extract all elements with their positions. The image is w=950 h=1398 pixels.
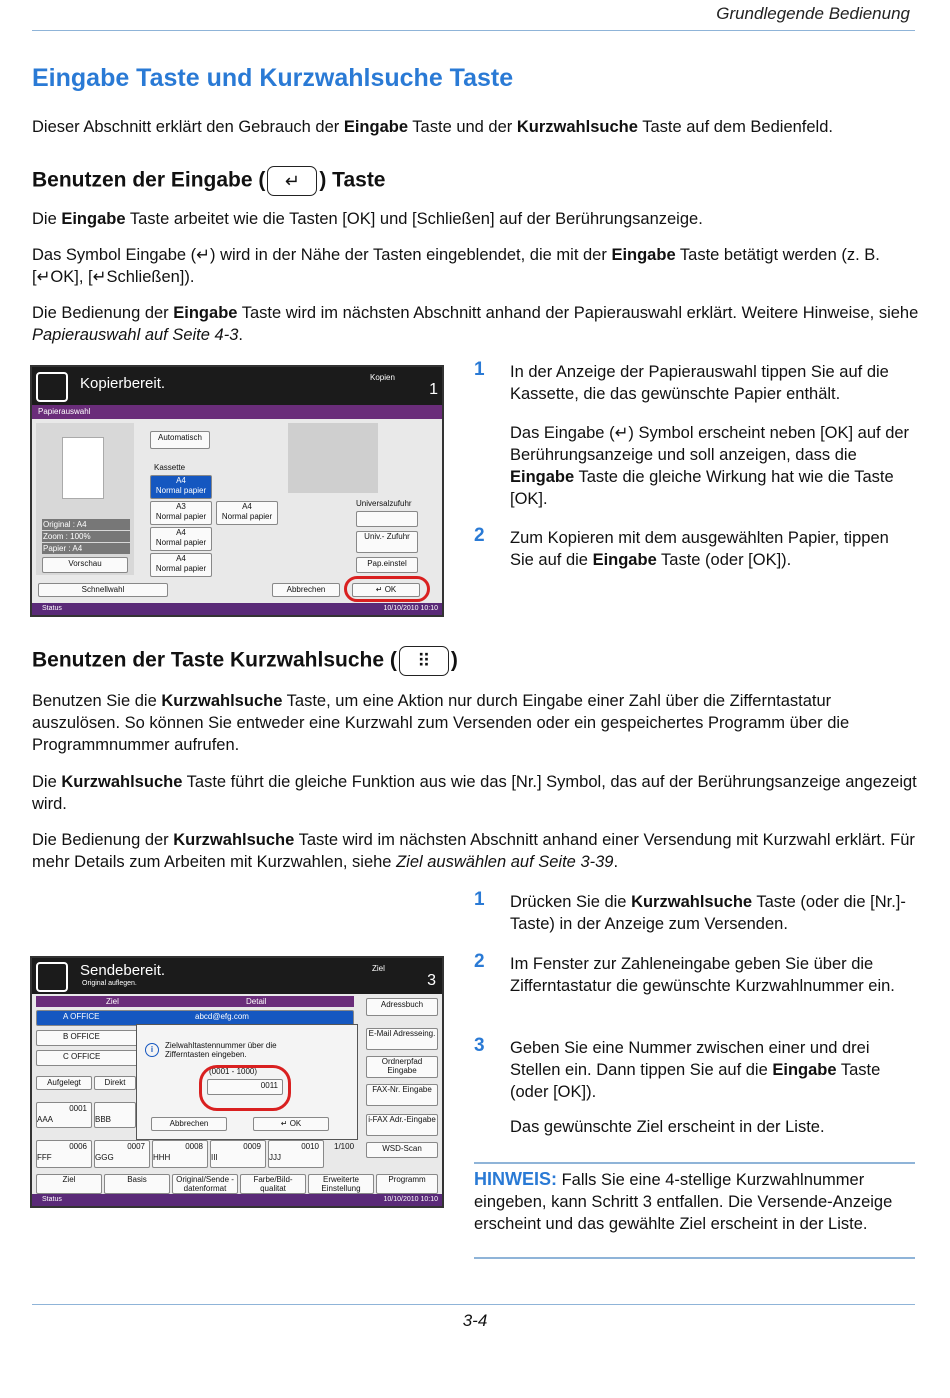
quicksearch-paragraph-3: Die Bedienung der Kurzwahlsuche Taste wird im nächsten Abschnitt anhand einer Versendung mit Kurzwahl erklärt. Für mehr Details zum Arbeiten mit Kurzwahlen, siehe Ziel auswählen auf Seite 3-39. [32, 831, 915, 871]
copy-icon [36, 372, 68, 402]
highlight-ring [344, 576, 430, 602]
direct-button[interactable]: Direkt [94, 1076, 136, 1090]
note-box: HINWEIS: Falls Sie eine 4-stellige Kurzwahlnummer eingeben, kann Schritt 3 entfallen. Die Versende-Anzeige erscheint und das gewählte Ziel erscheint in der Liste. [474, 1169, 893, 1233]
quicksearch-paragraph-2: Die Kurzwahlsuche Taste führt die gleiche Funktion aus wie das [Nr.] Symbol, das auf der Berührungsanzeige angezeigt wird. [32, 773, 917, 813]
copies-count: 1 [429, 381, 438, 398]
info-zoom: Zoom : 100% [42, 531, 130, 542]
info-icon: i [145, 1043, 159, 1057]
copies-label: Kopien [370, 373, 395, 382]
address-book-button[interactable]: Adressbuch [366, 998, 438, 1016]
tab-basic[interactable]: Basis [104, 1174, 170, 1194]
speed-dial-key[interactable]: BBB [94, 1102, 136, 1128]
cassette-4-button[interactable]: A4 Normal papier [150, 527, 212, 551]
step-1-text: In der Anzeige der Papierauswahl tippen Sie auf die Kassette, die das gewünschte Papier enthält. [510, 363, 889, 403]
fax-number-button[interactable]: FAX-Nr. Eingabe [366, 1084, 438, 1106]
dialog-cancel-button[interactable]: Abbrechen [151, 1117, 227, 1131]
folder-path-button[interactable]: Ordnerpfad Eingabe [366, 1056, 438, 1078]
tab-format[interactable]: Original/Sende -datenformat [172, 1174, 238, 1194]
cassette-2-button[interactable]: A3 Normal papier [150, 501, 212, 525]
ifax-address-button[interactable]: i-FAX Adr.-Eingabe [366, 1114, 438, 1136]
mpt-box [356, 511, 418, 527]
col-detail: Detail [246, 997, 267, 1006]
speed-dial-page-indicator: 1/100 [334, 1142, 355, 1151]
step-note-text: Das Eingabe (↵) Symbol erscheint neben [OK] auf der Berührungsanzeige und soll anzeigen, dass die Eingabe Taste die gleiche Wirkung hat wie die Taste [OK]. [510, 424, 910, 508]
page-number: 3-4 [462, 1311, 488, 1330]
cassette-3-button[interactable]: A4 Normal papier [216, 501, 278, 525]
speed-dial-key[interactable]: 0009 III [210, 1140, 266, 1168]
intro-paragraph: Dieser Abschnitt erklärt den Gebrauch der Eingabe Taste und der Kurzwahlsuche Taste auf dem Bedienfeld. [32, 118, 833, 136]
destination-list-header [36, 996, 354, 1007]
section-heading-enter: Benutzen der Eingabe ( ↵ ) Taste [32, 166, 386, 196]
step-number: 1 [474, 889, 485, 910]
mpt-button[interactable]: Univ.- Zufuhr [356, 531, 418, 553]
footer-rule [32, 1304, 915, 1305]
send-icon [36, 962, 68, 992]
info-paper: Papier : A4 [42, 543, 130, 554]
mpt-label: Universalzufuhr [356, 499, 412, 508]
cassette-label: Kassette [154, 463, 186, 472]
qs-step-result-text: Das gewünschte Ziel erscheint in der Liste. [510, 1118, 825, 1136]
running-header: Grundlegende Bedienung [716, 4, 910, 23]
panel-title: Papierauswahl [32, 405, 442, 419]
enter-paragraph-2: Das Symbol Eingabe (↵) wird in der Nähe der Tasten eingeblendet, die mit der Eingabe Taste betätigt werden (z. B. [↵OK], [↵Schließen]). [32, 246, 880, 286]
status-time: 10/10/2010 10:10 [383, 1196, 438, 1203]
col-destination: Ziel [106, 997, 119, 1006]
highlight-ring [199, 1065, 291, 1111]
status-label: Status [42, 605, 62, 612]
enter-symbol-icon: ↵ [196, 246, 210, 264]
tab-advanced[interactable]: Erweiterte Einstellung [308, 1174, 374, 1194]
number-input[interactable]: 0011 [207, 1079, 283, 1095]
destination-row[interactable]: B OFFICE [36, 1030, 160, 1046]
dialog-message: Zielwahltastennummer über die Zifferntasten eingeben. [165, 1041, 277, 1059]
dialog-range: (0001 - 1000) [209, 1067, 258, 1076]
speed-dial-key[interactable]: 0001 AAA [36, 1102, 92, 1128]
enter-paragraph-3: Die Bedienung der Eingabe Taste wird im nächsten Abschnitt anhand der Papierauswahl erklärt. Weitere Hinweise, siehe Papierauswahl auf Seite 4-3. [32, 304, 919, 344]
speed-dial-key[interactable]: 0007 GGG [94, 1140, 150, 1168]
status-label: Status [42, 1196, 62, 1203]
screen-status-title: Sendebereit. [80, 962, 166, 979]
status-bar [32, 603, 442, 615]
section-heading-quicksearch: Benutzen der Taste Kurzwahlsuche ( ⠿ ) [32, 646, 458, 676]
page-title: Eingabe Taste und Kurzwahlsuche Taste [32, 64, 514, 92]
quicksearch-paragraph-1: Benutzen Sie die Kurzwahlsuche Taste, um eine Aktion nur durch Eingabe einer Zahl über die Zifferntastatur auszulösen. So können Sie entweder eine Kurzwahl zum Versenden oder ein gespeichertes Programm über die Programmnummer aufrufen. [32, 692, 850, 754]
enter-symbol-icon: ↵ [36, 268, 51, 286]
document-preview-icon [62, 437, 104, 499]
dialog-ok-button[interactable]: ↵ OK [253, 1117, 329, 1131]
status-bar [32, 1194, 442, 1206]
speed-dial-key[interactable]: 0010 JJJ [268, 1140, 324, 1168]
qs-step-1-text: Drücken Sie die Kurzwahlsuche Taste (oder die [Nr.]-Taste) in der Anzeige zum Versenden. [510, 893, 906, 933]
cancel-button[interactable]: Abbrechen [272, 583, 340, 597]
preview-pane [36, 423, 134, 575]
cassette-1-button[interactable]: A4 Normal papier [150, 475, 212, 499]
step-number: 3 [474, 1035, 485, 1056]
send-screen [30, 956, 444, 1208]
cassette-5-button[interactable]: A4 Normal papier [150, 553, 212, 577]
number-entry-dialog [136, 1024, 358, 1140]
destination-row[interactable]: C OFFICE [36, 1050, 160, 1066]
tab-program[interactable]: Programm [376, 1174, 438, 1194]
speed-dial-key[interactable]: 0008 HHH [152, 1140, 208, 1168]
paper-settings-button[interactable]: Pap.einstel [356, 557, 418, 573]
note-rule-top [474, 1162, 915, 1164]
enter-paragraph-1: Die Eingabe Taste arbeitet wie die Tasten [OK] und [Schließen] auf der Berührungsanzeige. [32, 210, 703, 228]
wsd-scan-button[interactable]: WSD-Scan [366, 1142, 438, 1158]
enter-symbol-icon: ↵ [92, 268, 107, 286]
paper-selection-screen [30, 365, 444, 617]
printer-image [288, 423, 378, 493]
screen-titlebar [32, 367, 442, 405]
quick-setup-button[interactable]: Schnellwahl [38, 583, 168, 597]
screen-status-title: Kopierbereit. [80, 375, 166, 392]
destination-label: Ziel [372, 964, 385, 973]
quick-number-search-key-icon: ⠿ [399, 646, 449, 676]
destination-count: 3 [427, 972, 436, 989]
enter-symbol-icon: ↵ [614, 424, 629, 442]
step-number: 1 [474, 359, 485, 380]
step-number: 2 [474, 525, 485, 546]
auto-paper-button[interactable]: Automatisch [150, 431, 210, 449]
info-original: Original : A4 [42, 519, 130, 530]
tab-color-quality[interactable]: Farbe/Bild- qualitat [240, 1174, 306, 1194]
ok-button[interactable]: ↵ OK [352, 583, 420, 597]
screen-titlebar [32, 958, 442, 994]
header-rule [32, 30, 915, 31]
tab-destination[interactable]: Ziel [36, 1174, 102, 1194]
qs-step-3-text: Geben Sie eine Nummer zwischen einer und drei Stellen ein. Dann tippen Sie auf die Eingabe Taste (oder [OK]). [510, 1039, 881, 1101]
destination-row[interactable]: A OFFICE abcd@efg.com [36, 1010, 354, 1026]
screen-subtitle: Original auflegen. [82, 980, 137, 987]
step-number: 2 [474, 951, 485, 972]
preview-button[interactable]: Vorschau [42, 557, 128, 573]
on-hook-button[interactable]: Aufgelegt [36, 1076, 92, 1090]
enter-key-icon: ↵ [267, 166, 317, 196]
note-rule-bottom [474, 1257, 915, 1259]
status-time: 10/10/2010 10:10 [383, 605, 438, 612]
qs-step-2-text: Im Fenster zur Zahleneingabe geben Sie über die Zifferntastatur die gewünschte Kurzwahlnummer ein. [510, 955, 895, 995]
speed-dial-key[interactable]: 0006 FFF [36, 1140, 92, 1168]
email-entry-button[interactable]: E-Mail Adresseing. [366, 1028, 438, 1050]
step-2-text: Zum Kopieren mit dem ausgewählten Papier, tippen Sie auf die Eingabe Taste (oder [OK]). [510, 529, 889, 569]
